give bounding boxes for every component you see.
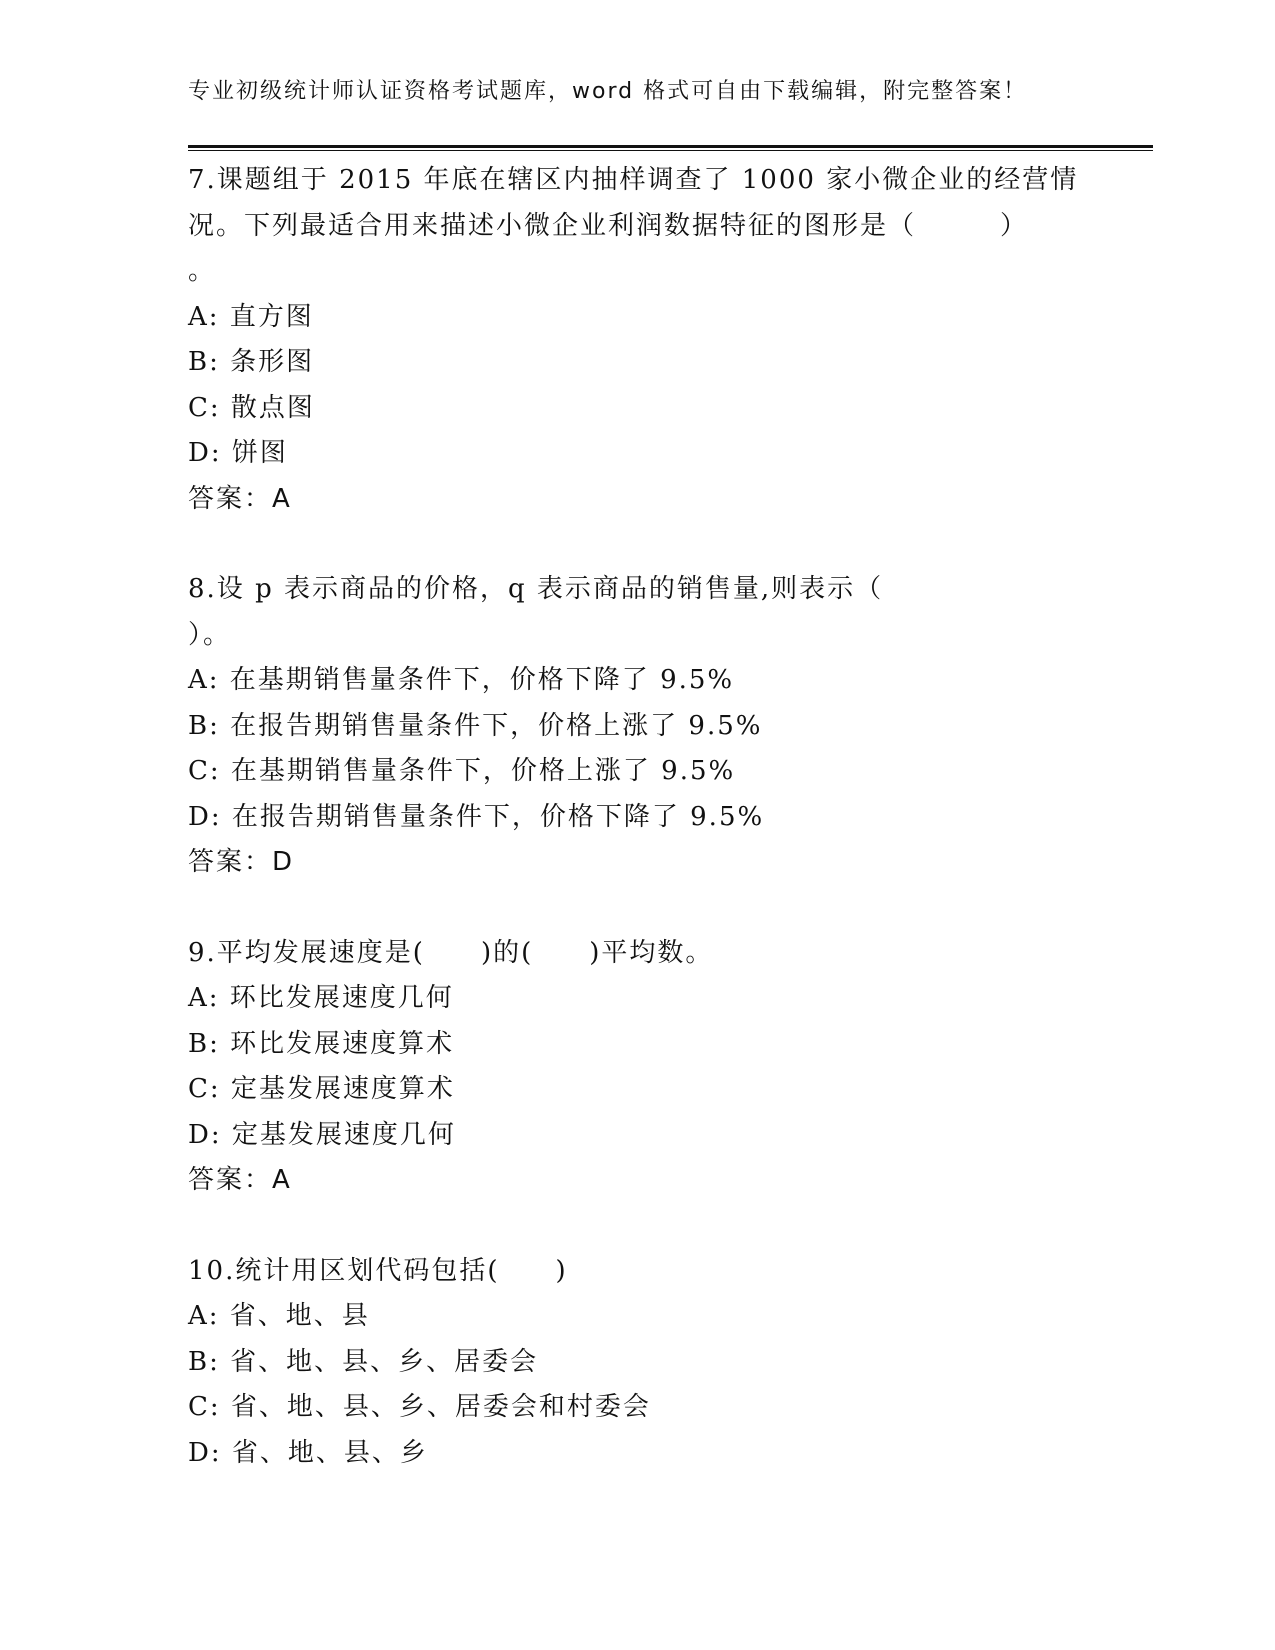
spacer (188, 522, 1088, 567)
option-d: D: 定基发展速度几何 (188, 1119, 456, 1150)
option-b: B: 条形图 (188, 347, 315, 377)
question-text-line: 7.课题组于 2015 年底在辖区内抽样调查了 1000 家小微企业的经营情 (188, 165, 1079, 195)
question-10 (188, 1249, 1088, 1477)
page-header: 专业初级统计师认证资格考试题库，word 格式可自由下载编辑，附完整答案！ (188, 79, 1028, 104)
option-a: A: 在基期销售量条件下，价格下降了 9.5% (188, 665, 735, 695)
answer: 答案：A (188, 1165, 292, 1195)
header-rule-thick (188, 145, 1153, 148)
question-list (188, 158, 1088, 1476)
option-a: A: 省、地、县 (188, 1301, 370, 1331)
option-d: D: 省、地、县、乡 (188, 1437, 428, 1468)
answer: 答案：A (188, 483, 292, 514)
question-text-line: 。 (188, 256, 217, 286)
option-b: B: 环比发展速度算术 (188, 1028, 455, 1059)
option-c: C: 散点图 (188, 392, 315, 423)
option-a: A: 直方图 (188, 301, 314, 332)
question-text-line: 况。下列最适合用来描述小微企业利润数据特征的图形是（ ） (188, 210, 1029, 241)
option-d: D: 在报告期销售量条件下，价格下降了 9.5% (188, 801, 765, 832)
option-c: C: 在基期销售量条件下，价格上涨了 9.5% (188, 756, 736, 786)
question-9 (188, 931, 1088, 1204)
spacer (188, 1204, 1088, 1249)
spacer (188, 886, 1088, 931)
option-b: B: 省、地、县、乡、居委会 (188, 1346, 539, 1377)
option-b: B: 在报告期销售量条件下，价格上涨了 9.5% (188, 710, 763, 741)
option-c: C: 省、地、县、乡、居委会和村委会 (188, 1392, 651, 1422)
question-text-line: 9.平均发展速度是( )的( )平均数。 (188, 937, 714, 968)
header-rule-thin (188, 150, 1153, 151)
question-text-line: 10.统计用区划代码包括( ) (188, 1255, 568, 1286)
option-a: A: 环比发展速度几何 (188, 983, 454, 1013)
option-d: D: 饼图 (188, 438, 288, 468)
question-text-line: ）。 (188, 619, 232, 650)
answer: 答案：D (188, 847, 295, 877)
option-c: C: 定基发展速度算术 (188, 1074, 455, 1104)
question-text-line: 8.设 p 表示商品的价格，q 表示商品的销售量,则表示（ (188, 574, 884, 604)
question-7 (188, 158, 1088, 522)
question-8 (188, 567, 1088, 886)
